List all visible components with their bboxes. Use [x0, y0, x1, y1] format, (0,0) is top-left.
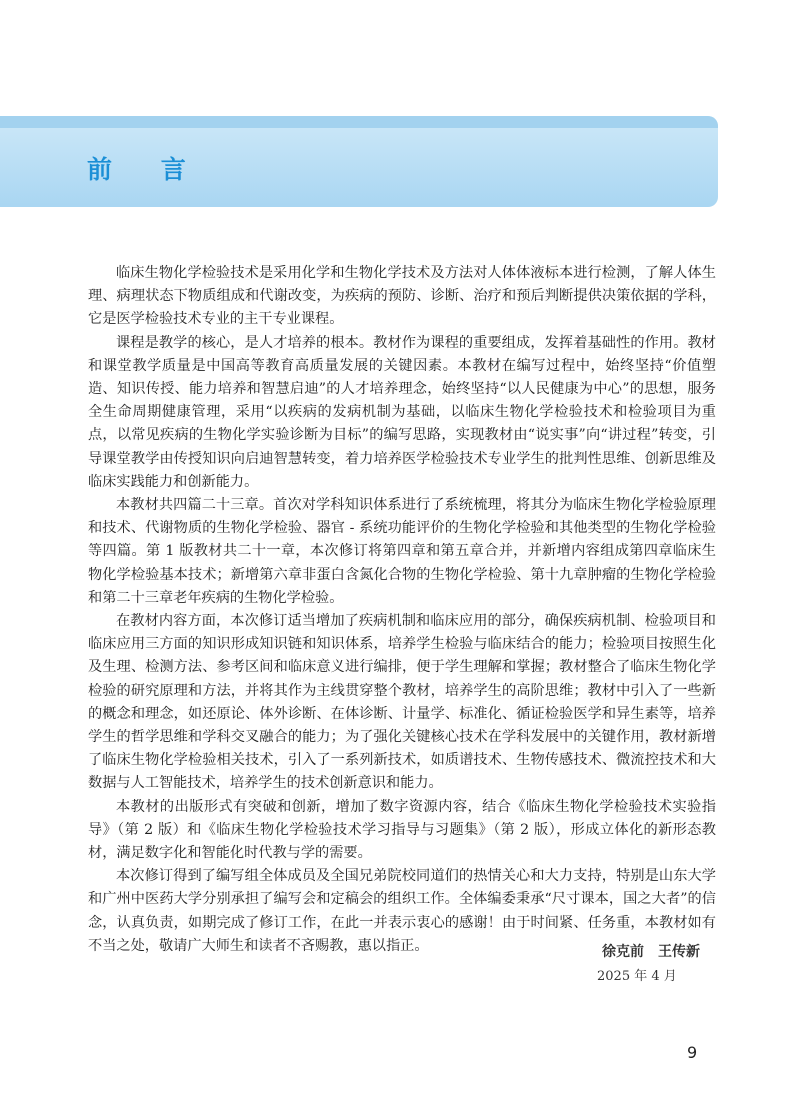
signature-date: 2025 年 4 月 [597, 969, 677, 984]
paragraph-4: 在教材内容方面，本次修订适当增加了疾病机制和临床应用的部分，确保疾病机制、检验项目和临床应用三方面的知识形成知识链和知识体系，培养学生检验与临床结合的能力；检验项目按照生化及生理、检测方法、参考区间和临床意义进行编排，便于学生理解和掌握；教材整合了临床生物化学检验的研究原理和方法，并将其作为主线贯穿整个教材，培养学生的高阶思维；教材中引入了一些新的概念和理念，如还原论、体外诊断、在体诊断、计量学、标准化、循证检验医学和异生素等，培养学生的哲学思维和学科交叉融合的能力；为了强化关键核心技术在学科发展中的关键作用，教材新增了临床生物化学检验相关技术，引入了一系列新技术，如质谱技术、生物传感技术、微流控技术和大数据与人工智能技术，培养学生的技术创新意识和能力。 [88, 613, 716, 792]
page-number: 9 [687, 1043, 698, 1062]
author-signature: 徐克前 王传新 [602, 944, 700, 960]
paragraph-6: 本次修订得到了编写组全体成员及全国兄弟院校同道们的热情关心和大力支持，特别是山东大学和广州中医药大学分别承担了编写会和定稿会的组织工作。全体编委秉承“尺寸课本，国之大者”的信念，认真负责，如期完成了修订工作，在此一并表示衷心的感谢！由于时间紧、任务重，本教材如有不当之处，敬请广大师生和读者不吝赐教，惠以指正。 [88, 868, 716, 954]
paragraph-3: 本教材共四篇二十三章。首次对学科知识体系进行了系统梳理，将其分为临床生物化学检验原理和技术、代谢物质的生物化学检验、器官 - 系统功能评价的生物化学检验和其他类型的生物化学检验等四篇。第 1 版教材共二十一章，本次修订将第四章和第五章合并，并新增内容组成第四章临床生物化学检验基本技术；新增第六章非蛋白含氮化合物的生物化学检验、第十九章肿瘤的生物化学检验和第二十三章老年疾病的生物化学检验。 [88, 497, 716, 606]
header-banner-stripe [0, 116, 718, 128]
preface-body [88, 262, 716, 958]
page-title: 前 言 [87, 155, 206, 184]
paragraph-2: 课程是教学的核心，是人才培养的根本。教材作为课程的重要组成，发挥着基础性的作用。教材和课堂教学质量是中国高等教育高质量发展的关键因素。本教材在编写过程中，始终坚持“价值塑造、知识传授、能力培养和智慧启迪”的人才培养理念，始终坚持“以人民健康为中心”的思想，服务全生命周期健康管理，采用“以疾病的发病机制为基础，以临床生物化学检验技术和检验项目为重点，以常见疾病的生物化学实验诊断为目标”的编写思路，实现教材由“说实事”向“讲过程”转变，引导课堂教学由传授知识向启迪智慧转变，着力培养医学检验技术专业学生的批判性思维、创新思维及临床实践能力和创新能力。 [88, 334, 716, 490]
paragraph-1: 临床生物化学检验技术是采用化学和生物化学技术及方法对人体体液标本进行检测，了解人体生理、病理状态下物质组成和代谢改变，为疾病的预防、诊断、治疗和预后判断提供决策依据的学科，它是医学检验技术专业的主干专业课程。 [88, 265, 716, 328]
paragraph-5: 本教材的出版形式有突破和创新，增加了数字资源内容，结合《临床生物化学检验技术实验指导》（第 2 版）和《临床生物化学检验技术学习指导与习题集》（第 2 版），形成立体化的新形态教材，满足数字化和智能化时代教与学的需要。 [88, 798, 716, 862]
